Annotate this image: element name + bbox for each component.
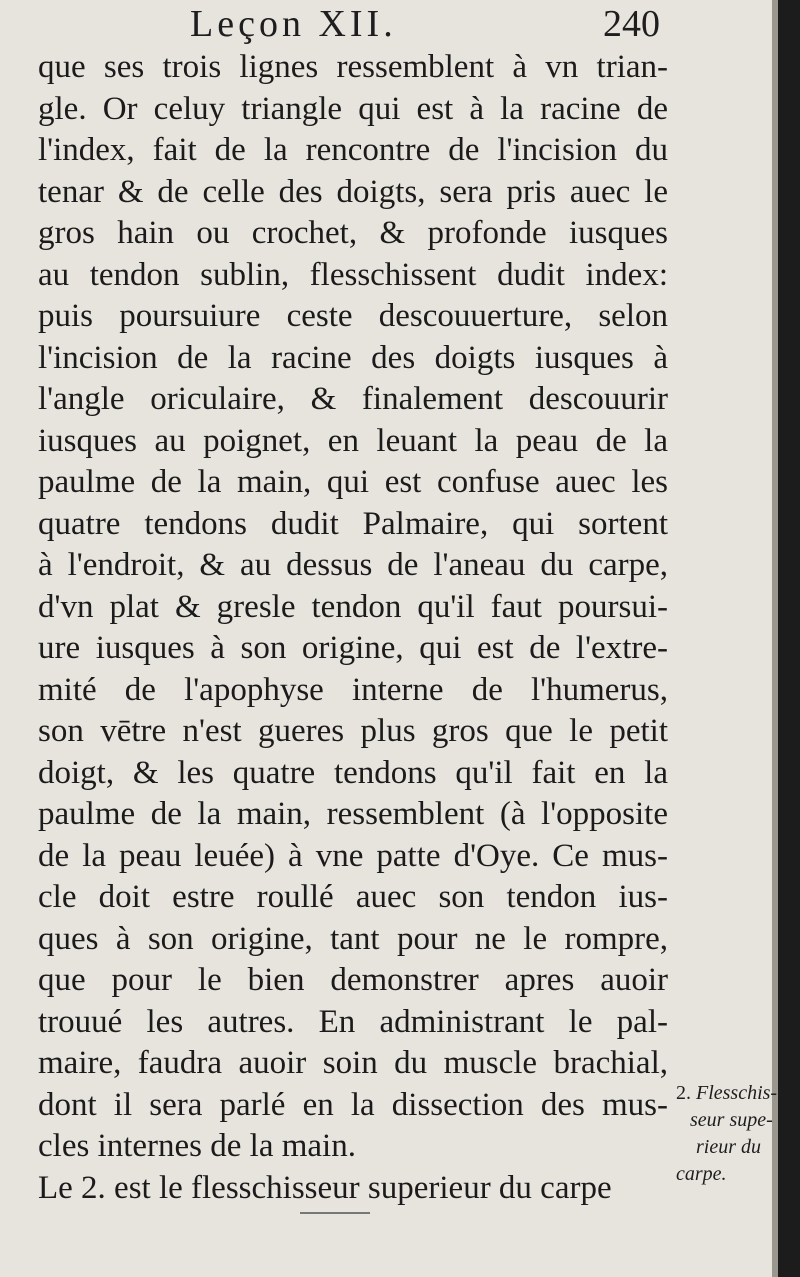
margin-note-line: carpe. [676,1163,727,1185]
text-line: son vētre n'est gueres plus gros que le petit [38,713,668,749]
text-line: maire, faudra auoir soin du muscle brachial, [38,1045,668,1081]
main-text-block [38,47,668,1209]
text-line: puis poursuiure ceste descouuerture, selon [38,298,668,334]
text-line: quatre tendons dudit Palmaire, qui sortent [38,505,668,542]
text-line: gros hain ou crochet, & profonde iusques [38,215,668,251]
text-line: dont il sera parlé en la dissection des mus- [38,1086,668,1123]
margin-note [676,1080,780,1188]
text-line: gle. Or celuy triangle qui est à la racine de [38,90,668,127]
text-line: que pour le bien demonstrer apres auoir [38,962,668,998]
text-line: paulme de la main, ressemblent (à l'opposite [38,796,668,832]
text-line: tenar & de celle des doigts, sera pris auec le [38,173,668,210]
binding-gutter [778,0,800,1277]
page-number: 240 [603,3,660,45]
chapter-title: Leçon XII. [190,3,397,45]
text-line: l'index, fait de la rencontre de l'incision du [38,132,668,168]
text-line: ure iusques à son origine, qui est de l'extre- [38,630,668,666]
text-line: ques à son origine, tant pour ne le rompre, [38,920,668,957]
text-line: d'vn plat & gresle tendon qu'il faut poursui- [38,588,668,625]
text-line: doigt, & les quatre tendons qu'il fait en la [38,754,668,791]
text-line: cle doit estre roullé auec son tendon ius- [38,879,668,915]
text-line: mité de l'apophyse interne de l'humerus, [38,671,668,708]
margin-note-line: rieur du [696,1136,761,1158]
text-line: que ses trois lignes ressemblent à vn trian- [38,49,668,85]
text-line: trouué les autres. En administrant le pal- [38,1003,668,1040]
text-line: au tendon sublin, flesschissent dudit index: [38,256,668,293]
catchword-rule [300,1212,370,1214]
text-line: paulme de la main, qui est confuse auec les [38,464,668,500]
text-line: l'angle oriculaire, & finalement descouurir [38,381,668,417]
text-line: Le 2. est le flesschisseur superieur du carpe [38,1169,612,1206]
text-line: iusques au poignet, en leuant la peau de la [38,422,668,459]
margin-note-line: Flesschis- [696,1082,778,1104]
margin-note-line: seur supe- [690,1109,773,1131]
text-line: cles internes de la main. [38,1128,356,1164]
margin-note-number: 2. [676,1082,691,1104]
text-line: l'incision de la racine des doigts iusques à [38,339,668,376]
text-line: à l'endroit, & au dessus de l'aneau du carpe, [38,547,668,583]
running-header [190,2,670,46]
text-line: de la peau leuée) à vne patte d'Oye. Ce mus- [38,837,668,874]
